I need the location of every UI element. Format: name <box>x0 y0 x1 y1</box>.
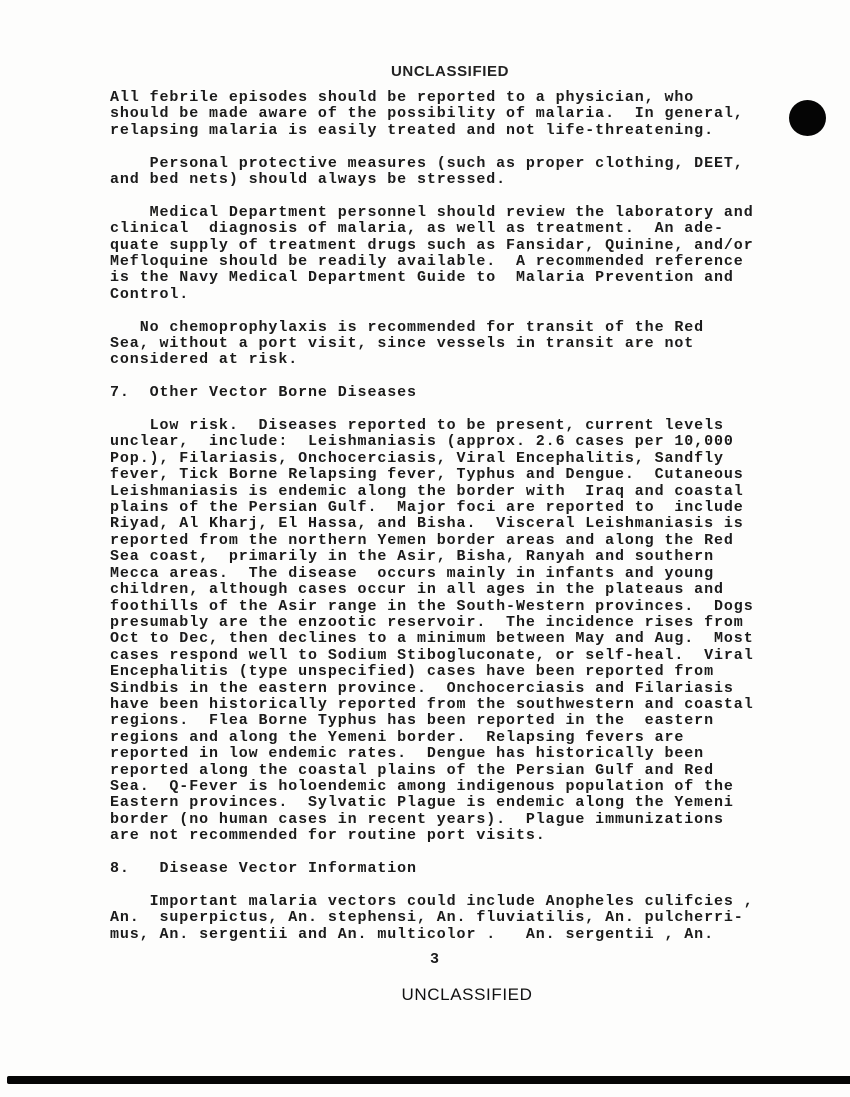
text-line: cases respond well to Sodium Stibogluconate, or self-heal. Viral <box>110 646 754 664</box>
text-line: regions and along the Yemeni border. Relapsing fevers are <box>110 728 685 746</box>
text-line: considered at risk. <box>110 351 299 369</box>
para-other-vector-borne <box>110 418 810 845</box>
text-line: foothills of the Asir range in the South-Western provinces. Dogs <box>110 597 754 615</box>
text-line: fever, Tick Borne Relapsing fever, Typhus and Dengue. Cutaneous <box>110 466 744 484</box>
text-line: have been historically reported from the southwestern and coastal <box>110 695 754 713</box>
text-line: Oct to Dec, then declines to a minimum between May and Aug. Most <box>110 630 754 648</box>
text-line: All febrile episodes should be reported to a physician, who <box>110 89 695 106</box>
text-line: unclear, include: Leishmaniasis (approx. 2.6 cases per 10,000 <box>110 433 734 451</box>
text-line: Mefloquine should be readily available. A recommended reference <box>110 253 744 271</box>
text-line: Leishmaniasis is endemic along the border with Iraq and coastal <box>110 482 744 500</box>
text-line: mus, An. sergentii and An. multicolor . An. sergentii , An. <box>110 925 714 943</box>
text-line: Pop.), Filariasis, Onchocerciasis, Viral Encephalitis, Sandfly <box>110 449 724 467</box>
text-line: and bed nets) should always be stressed. <box>110 171 507 189</box>
text-line: Low risk. Diseases reported to be present, current levels <box>110 417 724 435</box>
text-line: Sea, without a port visit, since vessels in transit are not <box>110 335 695 353</box>
text-line: Medical Department personnel should review the laboratory and <box>110 203 754 221</box>
para-febrile-episodes <box>110 90 810 139</box>
header-classification: UNCLASSIFIED <box>390 63 510 80</box>
scan-bar-artifact <box>7 1076 850 1084</box>
text-line: Personal protective measures (such as proper clothing, DEET, <box>110 154 744 172</box>
text-line: Sea coast, primarily in the Asir, Bisha, Ranyah and southern <box>110 548 714 566</box>
heading-section-7 <box>110 385 810 401</box>
text-line: is the Navy Medical Department Guide to Malaria Prevention and <box>110 269 734 287</box>
text-line: should be made aware of the possibility of malaria. In general, <box>110 105 744 123</box>
text-line: quate supply of treatment drugs such as Fansidar, Quinine, and/or <box>110 236 754 254</box>
text-line: are not recommended for routine port visits. <box>110 827 546 845</box>
text-line: Riyad, Al Kharj, El Hassa, and Bisha. Visceral Leishmaniasis is <box>110 515 744 533</box>
heading-section-8 <box>110 861 810 877</box>
page-number: 3 <box>430 951 440 968</box>
text-line: An. superpictus, An. stephensi, An. fluviatilis, An. pulcherri- <box>110 909 744 927</box>
text-line: Encephalitis (type unspecified) cases have been reported from <box>110 663 714 681</box>
para-chemoprophylaxis <box>110 320 810 369</box>
text-line: No chemoprophylaxis is recommended for transit of the Red <box>110 318 705 336</box>
para-vector-information <box>110 894 810 943</box>
para-protective-measures <box>110 156 810 189</box>
text-line: 8. Disease Vector Information <box>110 860 417 877</box>
text-line: clinical diagnosis of malaria, as well as treatment. An ade- <box>110 220 724 238</box>
text-line: regions. Flea Borne Typhus has been reported in the eastern <box>110 712 714 730</box>
text-line: Mecca areas. The disease occurs mainly in infants and young <box>110 564 714 582</box>
text-line: reported in low endemic rates. Dengue has historically been <box>110 745 705 763</box>
text-line: Sea. Q-Fever is holoendemic among indigenous population of the <box>110 777 734 795</box>
text-line: Eastern provinces. Sylvatic Plague is endemic along the Yemeni <box>110 794 734 812</box>
text-line: 7. Other Vector Borne Diseases <box>110 384 417 402</box>
text-line: Important malaria vectors could include Anopheles culifcies , <box>110 892 754 910</box>
text-line: plains of the Persian Gulf. Major foci are reported to include <box>110 499 744 517</box>
text-line: border (no human cases in recent years). Plague immunizations <box>110 810 724 828</box>
para-medical-department <box>110 205 810 303</box>
document-body <box>110 90 810 959</box>
footer-classification: UNCLASSIFIED <box>401 985 533 1004</box>
text-line: Sindbis in the eastern province. Onchocerciasis and Filariasis <box>110 679 734 697</box>
text-line: reported along the coastal plains of the Persian Gulf and Red <box>110 761 714 779</box>
text-line: relapsing malaria is easily treated and not life-threatening. <box>110 121 714 139</box>
text-line: children, although cases occur in all ages in the plateaus and <box>110 581 724 599</box>
text-line: reported from the northern Yemen border areas and along the Red <box>110 531 734 549</box>
text-line: presumably are the enzootic reservoir. The incidence rises from <box>110 613 744 631</box>
text-line: Control. <box>110 285 190 303</box>
